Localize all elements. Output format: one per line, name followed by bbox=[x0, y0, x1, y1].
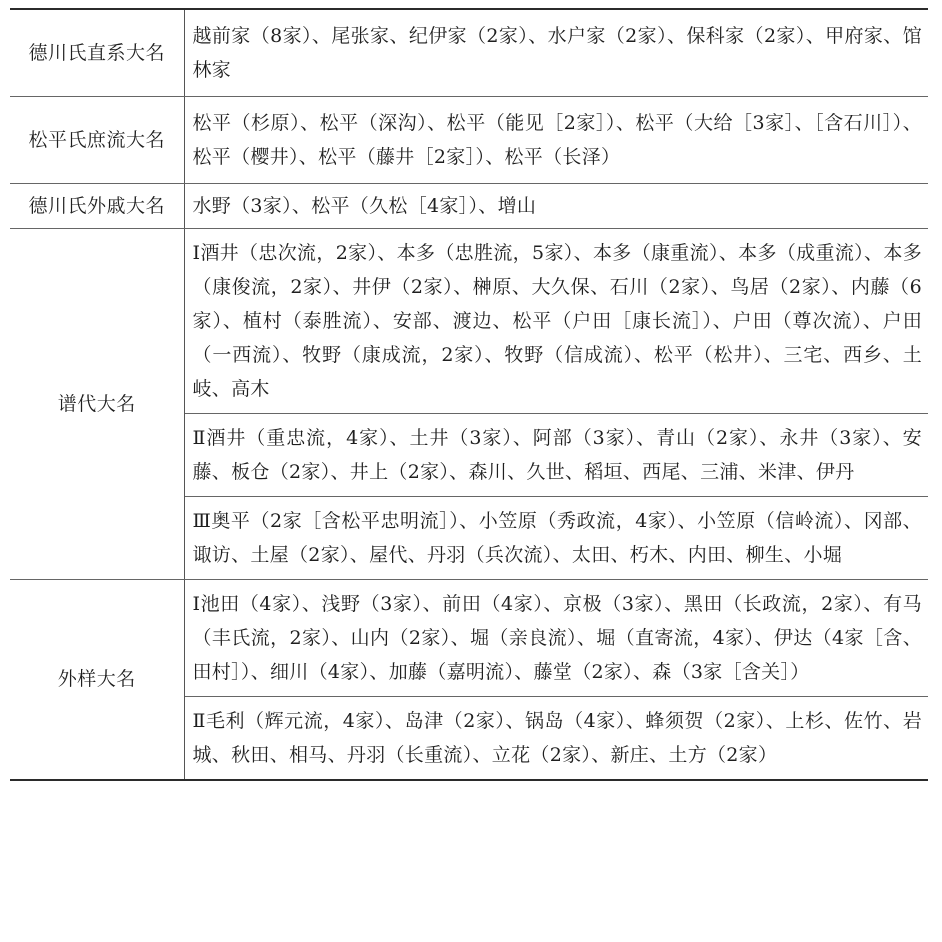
table-row bbox=[10, 184, 928, 229]
table-row bbox=[10, 97, 928, 184]
daimyo-classification-table bbox=[10, 8, 928, 781]
content-cell: 水野（3家）、松平（久松［4家］）、增山 bbox=[184, 184, 928, 229]
category-cell: 谱代大名 bbox=[10, 229, 184, 580]
content-cell: Ⅱ毛利（辉元流，4家）、岛津（2家）、锅岛（4家）、蜂须贺（2家）、上杉、佐竹、岩城、秋田、相马、丹羽（长重流）、立花（2家）、新庄、土方（2家） bbox=[192, 710, 922, 766]
category-cell: 外样大名 bbox=[10, 580, 184, 781]
content-cell: Ⅲ奥平（2家［含松平忠明流］）、小笠原（秀政流，4家）、小笠原（信岭流）、冈部、诹访、土屋（2家）、屋代、丹羽（兵次流）、太田、朽木、内田、柳生、小堀 bbox=[184, 497, 928, 580]
table-row bbox=[10, 580, 928, 697]
content-cell: Ⅰ酒井（忠次流，2家）、本多（忠胜流，5家）、本多（康重流）、本多（成重流）、本多（康俊流，2家）、井伊（2家）、榊原、大久保、石川（2家）、鸟居（2家）、内藤（6家）、植村（泰胜流）、安部、渡边、松平（户田［康长流］）、户田（尊次流）、户田（一西流）、牧野（康成流，2家）、牧野（信成流）、松平（松井）、三宅、西乡、土岐、高木 bbox=[184, 229, 928, 414]
content-cell: 越前家（8家）、尾张家、纪伊家（2家）、水户家（2家）、保科家（2家）、甲府家、馆林家 bbox=[184, 9, 928, 97]
content-cell: 松平（杉原）、松平（深沟）、松平（能见［2家］）、松平（大给［3家］、［含石川］）、松平（樱井）、松平（藤井［2家］）、松平（长泽） bbox=[184, 97, 928, 184]
category-cell: 松平氏庶流大名 bbox=[10, 97, 184, 184]
content-cell: Ⅰ池田（4家）、浅野（3家）、前田（4家）、京极（3家）、黑田（长政流，2家）、有马（丰氏流，2家）、山内（2家）、堀（亲良流）、堀（直寄流，4家）、伊达（4家［含、田村］）、细川（4家）、加藤（嘉明流）、藤堂（2家）、森（3家［含关］） bbox=[184, 580, 928, 697]
table-row bbox=[10, 9, 928, 97]
table-row bbox=[10, 229, 928, 414]
content-cell: Ⅱ酒井（重忠流，4家）、土井（3家）、阿部（3家）、青山（2家）、永井（3家）、安藤、板仓（2家）、井上（2家）、森川、久世、稻垣、西尾、三浦、米津、伊丹 bbox=[184, 414, 928, 497]
category-cell: 德川氏外戚大名 bbox=[10, 184, 184, 229]
category-cell: 德川氏直系大名 bbox=[10, 9, 184, 97]
